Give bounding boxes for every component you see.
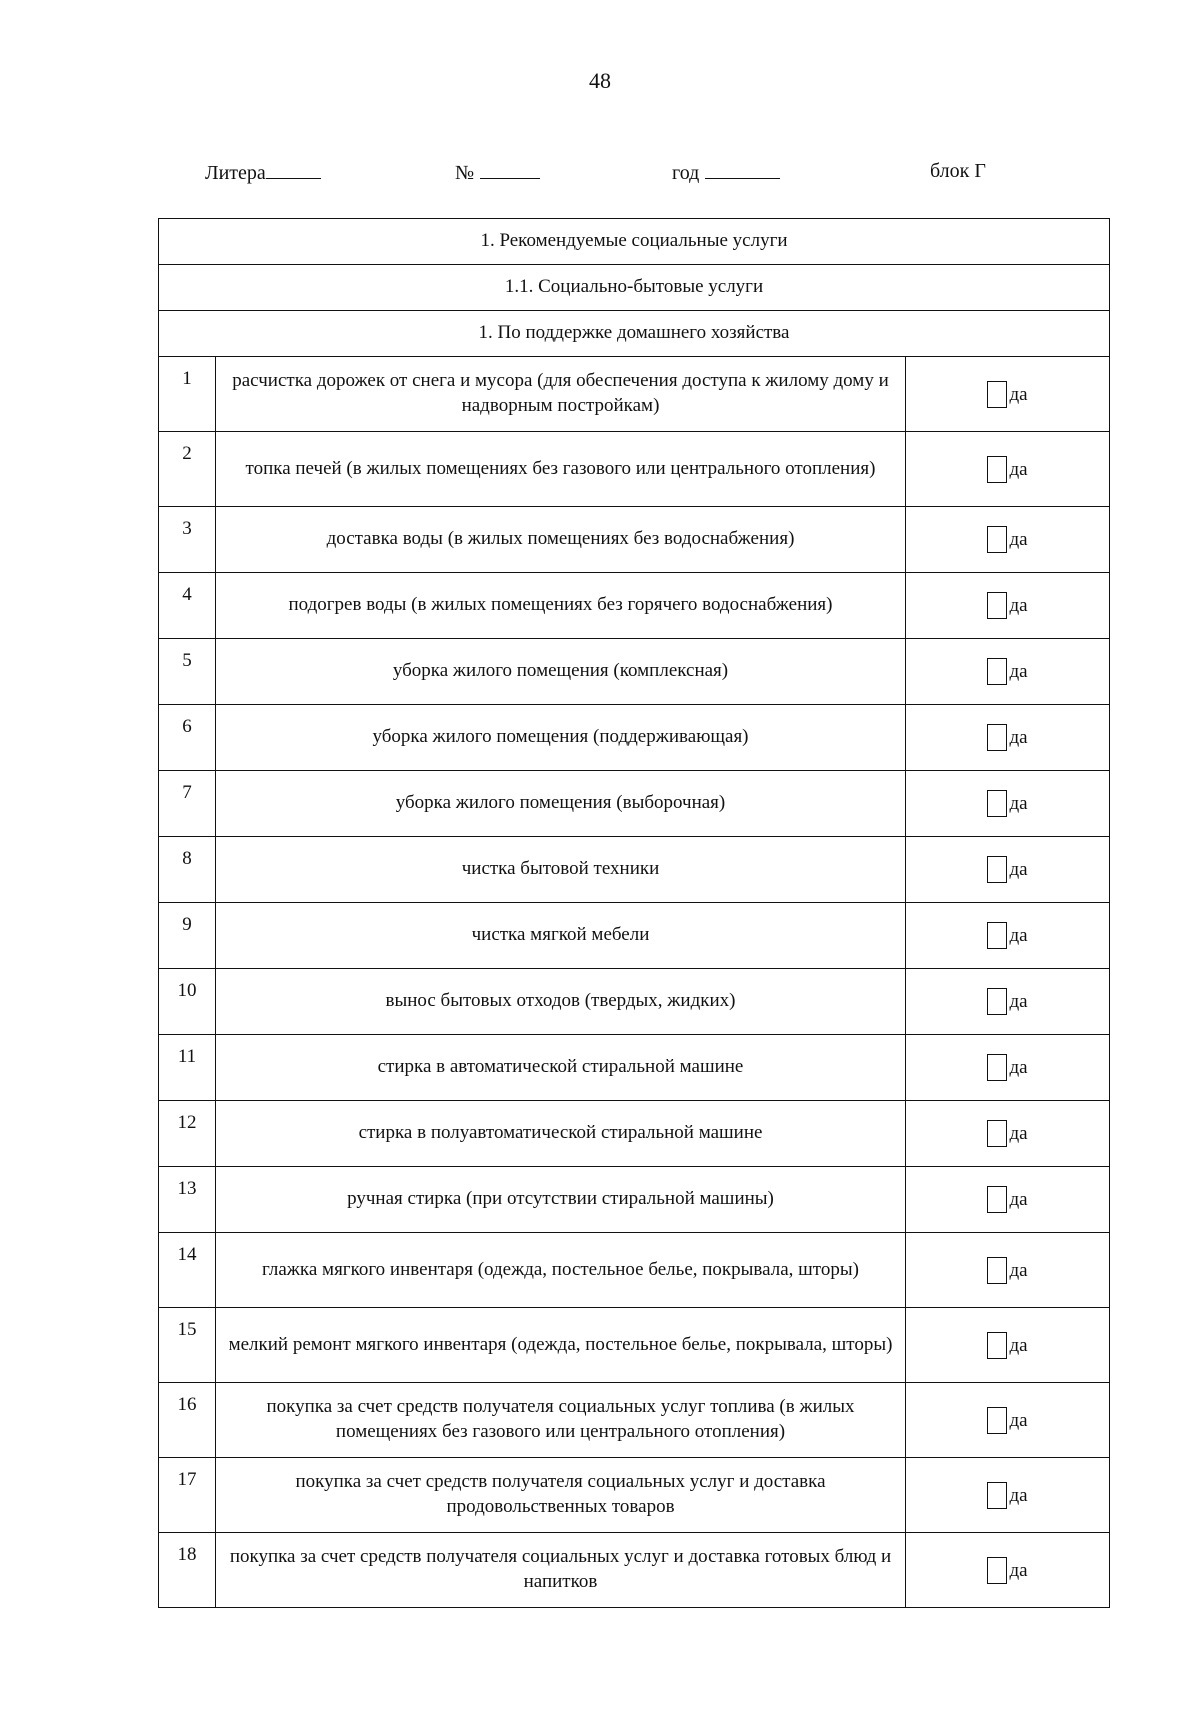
- table-row: [159, 903, 1110, 969]
- yes-checkbox[interactable]: [987, 724, 1007, 751]
- litera-blank[interactable]: [266, 160, 321, 179]
- row-number: 14: [159, 1233, 216, 1308]
- block-label: блок Г: [930, 160, 986, 182]
- yes-label: да: [1009, 1559, 1028, 1581]
- yes-label: да: [1009, 859, 1028, 881]
- table-row: [159, 1533, 1110, 1608]
- table-row: [159, 507, 1110, 573]
- yes-label: да: [1009, 1189, 1028, 1211]
- yes-checkbox[interactable]: [987, 1407, 1007, 1434]
- yes-checkbox[interactable]: [987, 790, 1007, 817]
- yes-option: [906, 1308, 1110, 1383]
- service-description: ручная стирка (при отсутствии стиральной машины): [216, 1167, 906, 1233]
- yes-option: [906, 432, 1110, 507]
- table-row: [159, 969, 1110, 1035]
- yes-option: [906, 837, 1110, 903]
- table-row: [159, 1308, 1110, 1383]
- yes-checkbox[interactable]: [987, 526, 1007, 553]
- yes-option: [906, 903, 1110, 969]
- table-row: [159, 639, 1110, 705]
- yes-option: [906, 1533, 1110, 1608]
- row-number: 10: [159, 969, 216, 1035]
- row-number: 1: [159, 357, 216, 432]
- page-number: 48: [589, 68, 611, 93]
- yes-option: [906, 507, 1110, 573]
- yes-option: [906, 1458, 1110, 1533]
- service-description: покупка за счет средств получателя социальных услуг и доставка продовольственных товаров: [216, 1458, 906, 1533]
- yes-option: [906, 1167, 1110, 1233]
- yes-label: да: [1009, 1259, 1028, 1281]
- table-row: [159, 1101, 1110, 1167]
- yes-option: [906, 573, 1110, 639]
- yes-label: да: [1009, 1409, 1028, 1431]
- service-description: подогрев воды (в жилых помещениях без горячего водоснабжения): [216, 573, 906, 639]
- row-number: 8: [159, 837, 216, 903]
- row-number: 12: [159, 1101, 216, 1167]
- services-table: [158, 218, 1110, 1608]
- yes-option: [906, 969, 1110, 1035]
- yes-option: [906, 639, 1110, 705]
- yes-option: [906, 1035, 1110, 1101]
- yes-checkbox[interactable]: [987, 1332, 1007, 1359]
- yes-checkbox[interactable]: [987, 1482, 1007, 1509]
- service-description: мелкий ремонт мягкого инвентаря (одежда, постельное белье, покрывала, шторы): [216, 1308, 906, 1383]
- table-row: [159, 705, 1110, 771]
- litera-label: Литера: [205, 162, 266, 184]
- service-description: глажка мягкого инвентаря (одежда, постельное белье, покрывала, шторы): [216, 1233, 906, 1308]
- service-description: вынос бытовых отходов (твердых, жидких): [216, 969, 906, 1035]
- row-number: 16: [159, 1383, 216, 1458]
- yes-label: да: [1009, 383, 1028, 405]
- table-row: [159, 837, 1110, 903]
- number-field: [455, 160, 540, 185]
- table-row: [159, 1458, 1110, 1533]
- yes-label: да: [1009, 1334, 1028, 1356]
- table-row: [159, 771, 1110, 837]
- yes-label: да: [1009, 925, 1028, 947]
- row-number: 5: [159, 639, 216, 705]
- row-number: 13: [159, 1167, 216, 1233]
- row-number: 15: [159, 1308, 216, 1383]
- yes-option: [906, 1383, 1110, 1458]
- yes-label: да: [1009, 1057, 1028, 1079]
- yes-label: да: [1009, 1123, 1028, 1145]
- yes-option: [906, 705, 1110, 771]
- service-description: доставка воды (в жилых помещениях без водоснабжения): [216, 507, 906, 573]
- yes-label: да: [1009, 661, 1028, 683]
- service-description: чистка бытовой техники: [216, 837, 906, 903]
- yes-checkbox[interactable]: [987, 456, 1007, 483]
- yes-label: да: [1009, 458, 1028, 480]
- service-description: расчистка дорожек от снега и мусора (для обеспечения доступа к жилому дому и надворным постройкам): [216, 357, 906, 432]
- row-number: 11: [159, 1035, 216, 1101]
- yes-label: да: [1009, 529, 1028, 551]
- row-number: 17: [159, 1458, 216, 1533]
- table-row: [159, 357, 1110, 432]
- yes-checkbox[interactable]: [987, 1186, 1007, 1213]
- row-number: 4: [159, 573, 216, 639]
- table-row: [159, 1167, 1110, 1233]
- service-description: чистка мягкой мебели: [216, 903, 906, 969]
- table-row: [159, 1035, 1110, 1101]
- yes-checkbox[interactable]: [987, 1557, 1007, 1584]
- subsection-title: 1.1. Социально-бытовые услуги: [159, 265, 1110, 311]
- yes-checkbox[interactable]: [987, 658, 1007, 685]
- service-description: топка печей (в жилых помещениях без газового или центрального отопления): [216, 432, 906, 507]
- yes-checkbox[interactable]: [987, 988, 1007, 1015]
- yes-option: [906, 1101, 1110, 1167]
- yes-option: [906, 1233, 1110, 1308]
- row-number: 18: [159, 1533, 216, 1608]
- yes-checkbox[interactable]: [987, 922, 1007, 949]
- yes-checkbox[interactable]: [987, 856, 1007, 883]
- service-description: уборка жилого помещения (поддерживающая): [216, 705, 906, 771]
- litera-field: [205, 160, 321, 185]
- service-description: стирка в автоматической стиральной машине: [216, 1035, 906, 1101]
- table-row: [159, 432, 1110, 507]
- service-description: покупка за счет средств получателя социальных услуг и доставка готовых блюд и напитков: [216, 1533, 906, 1608]
- group-title: 1. По поддержке домашнего хозяйства: [159, 311, 1110, 357]
- table-row: [159, 1233, 1110, 1308]
- yes-label: да: [1009, 991, 1028, 1013]
- number-label: №: [455, 162, 475, 184]
- service-description: покупка за счет средств получателя социальных услуг топлива (в жилых помещениях без газового или центрального отопления): [216, 1383, 906, 1458]
- yes-label: да: [1009, 1484, 1028, 1506]
- row-number: 2: [159, 432, 216, 507]
- year-label: год: [672, 162, 700, 184]
- row-number: 6: [159, 705, 216, 771]
- service-description: уборка жилого помещения (выборочная): [216, 771, 906, 837]
- table-row: [159, 573, 1110, 639]
- year-field: [672, 160, 780, 185]
- year-blank[interactable]: [705, 160, 780, 179]
- service-description: уборка жилого помещения (комплексная): [216, 639, 906, 705]
- yes-option: [906, 357, 1110, 432]
- service-description: стирка в полуавтоматической стиральной машине: [216, 1101, 906, 1167]
- yes-label: да: [1009, 727, 1028, 749]
- row-number: 9: [159, 903, 216, 969]
- row-number: 3: [159, 507, 216, 573]
- number-blank[interactable]: [480, 160, 540, 179]
- yes-label: да: [1009, 793, 1028, 815]
- section-title: 1. Рекомендуемые социальные услуги: [159, 219, 1110, 265]
- yes-label: да: [1009, 595, 1028, 617]
- yes-checkbox[interactable]: [987, 592, 1007, 619]
- yes-checkbox[interactable]: [987, 381, 1007, 408]
- table-row: [159, 1383, 1110, 1458]
- yes-checkbox[interactable]: [987, 1120, 1007, 1147]
- yes-checkbox[interactable]: [987, 1257, 1007, 1284]
- yes-option: [906, 771, 1110, 837]
- yes-checkbox[interactable]: [987, 1054, 1007, 1081]
- row-number: 7: [159, 771, 216, 837]
